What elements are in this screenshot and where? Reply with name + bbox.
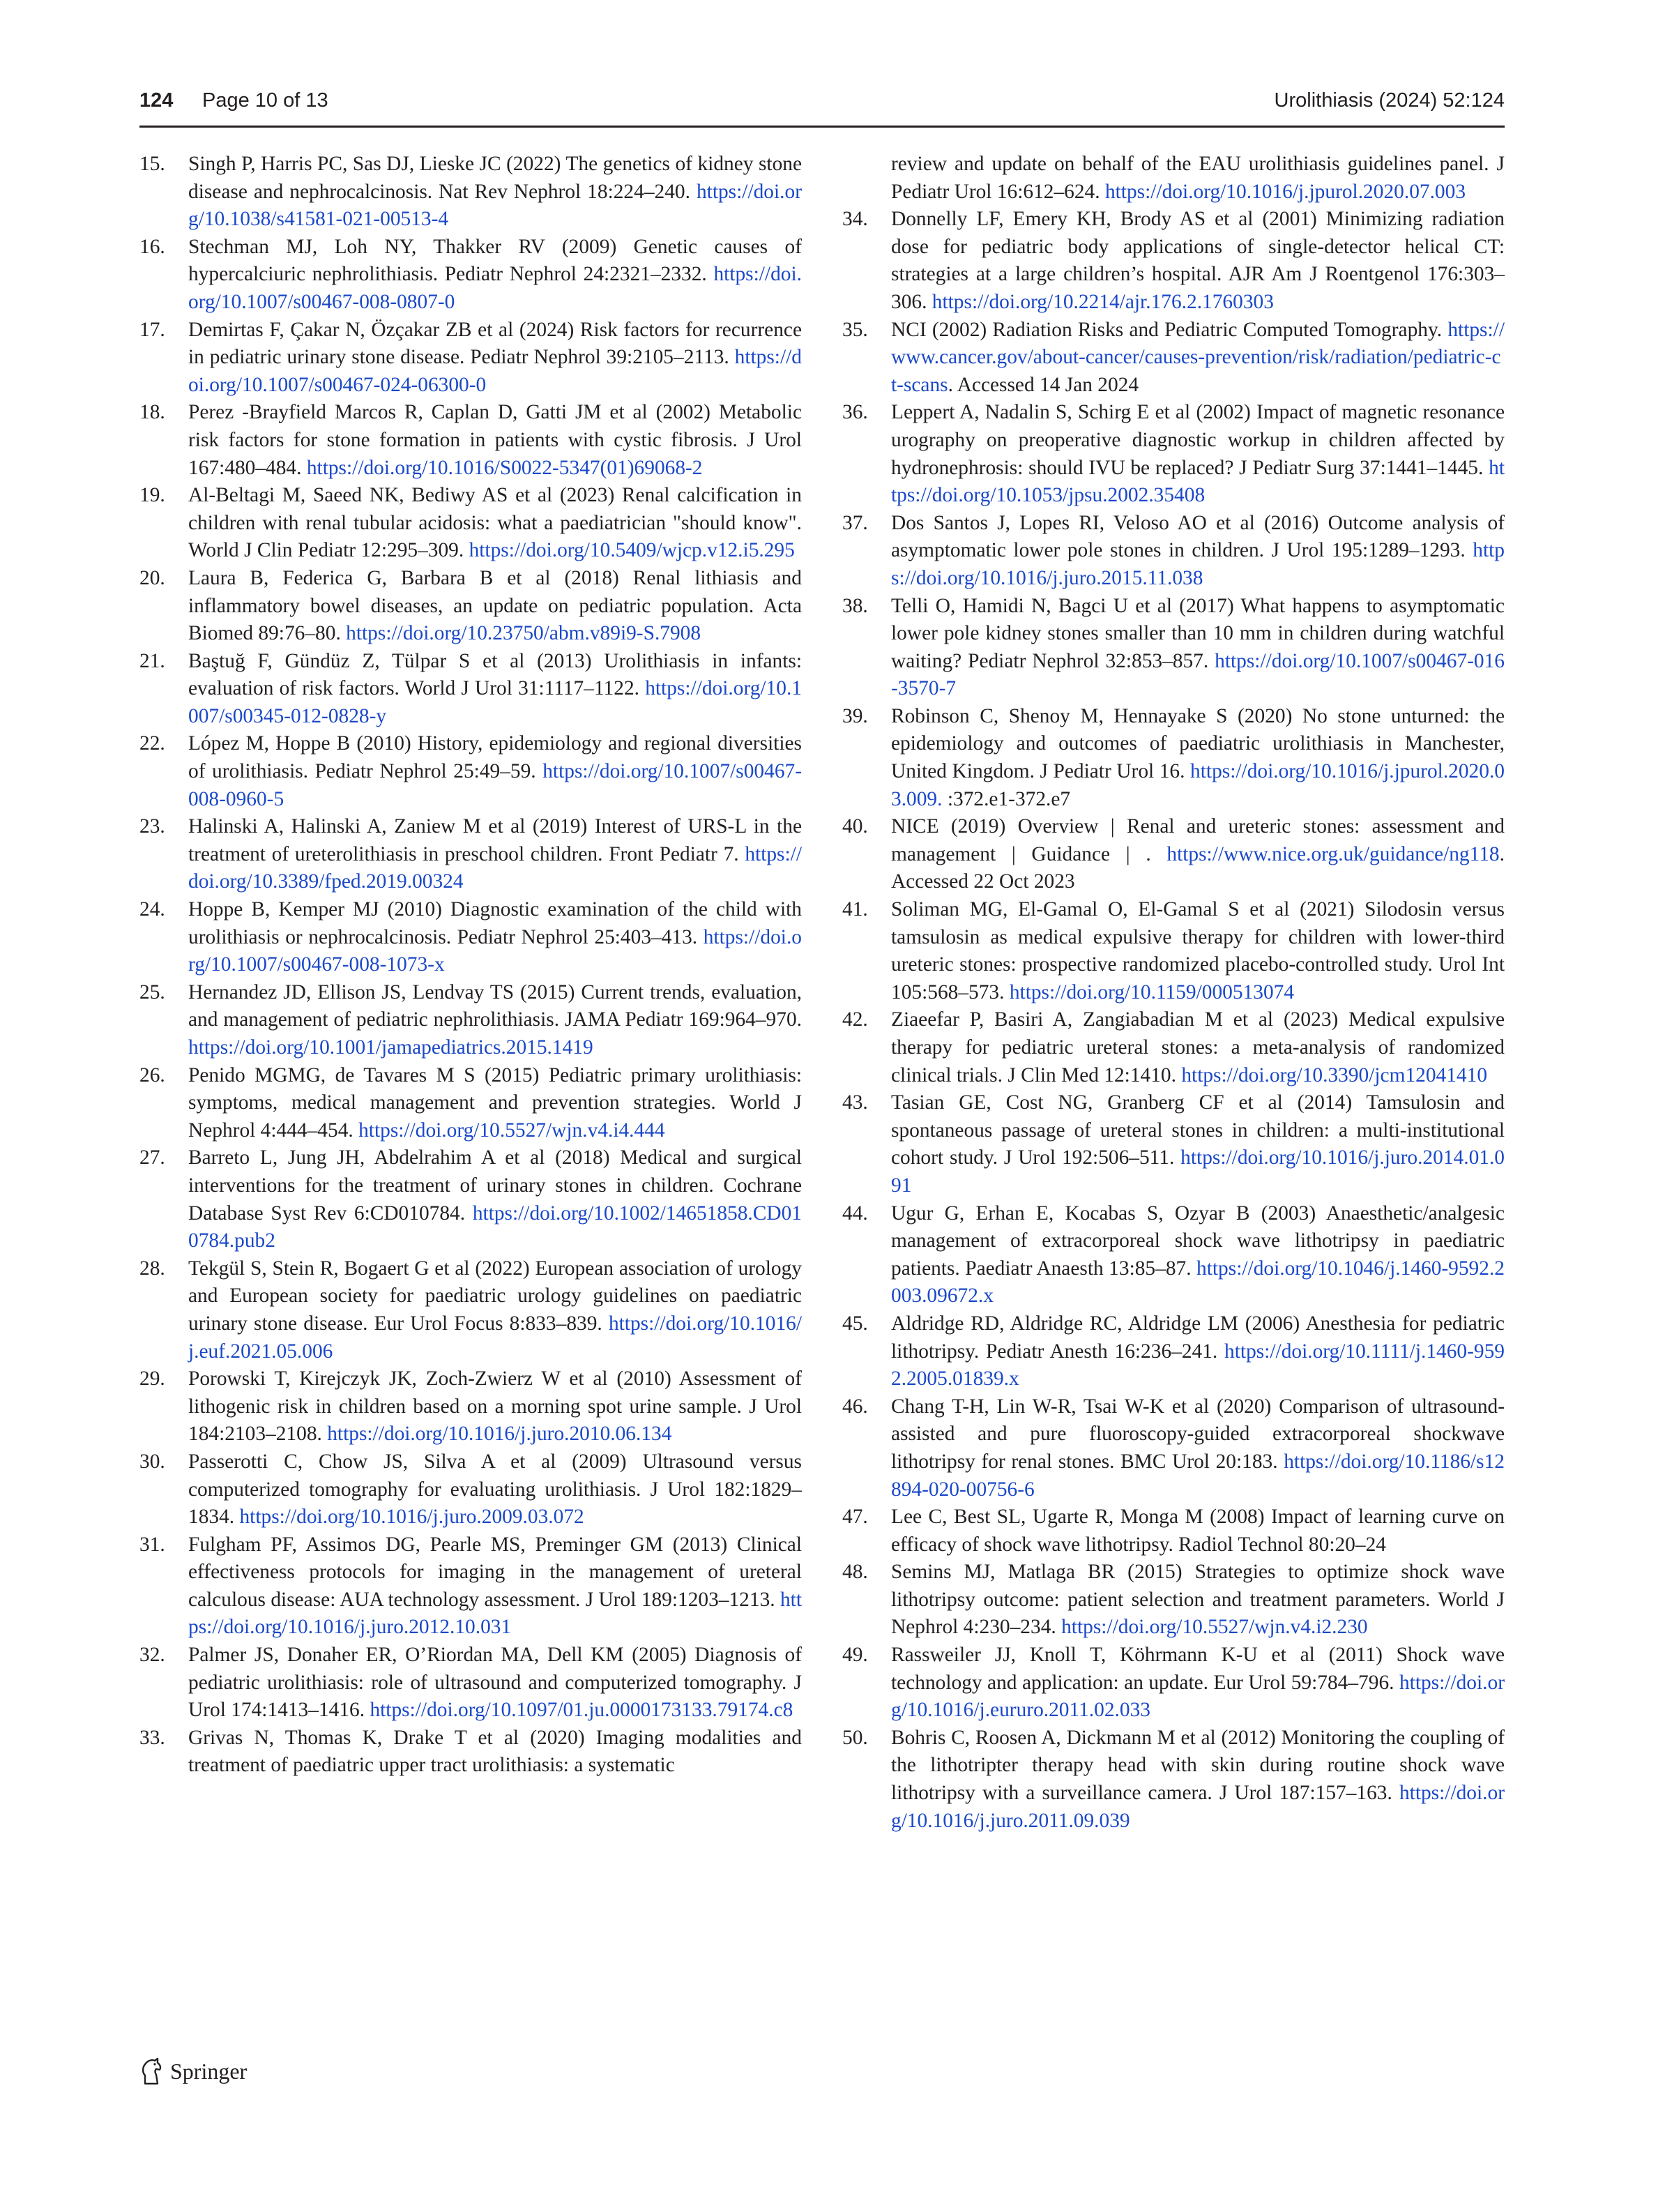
reference-number: 29. [139,1368,165,1391]
reference-number: 18. [139,401,165,424]
reference-item [842,1006,1505,1089]
reference-item [139,1531,802,1642]
reference-number: 37. [842,511,868,534]
reference-text: Leppert A, Nadalin S, Schirg E et al (2002) Impact of magnetic resonance urography on preoperative diagnostic workup in children affected by hydronephrosis: should IVU be replaced? J Pediatr Surg 37:1441–1445. [891,401,1505,479]
reference-number: 33. [139,1726,165,1749]
reference-number: 41. [842,898,868,921]
reference-item [139,1144,802,1255]
reference-item [139,234,802,317]
reference-text: NICE (2019) Overview | Renal and ureteric stones: assessment and management | Guidance | . [891,815,1505,865]
reference-text: Tasian GE, Cost NG, Granberg CF et al (2014) Tamsulosin and spontaneous passage of ureteral stones in children: a multi-institutional cohort study. J Urol 192:506–511. [891,1091,1505,1169]
reference-text: Perez -Brayfield Marcos R, Caplan D, Gatti JM et al (2002) Metabolic risk factors for stone formation in patients with cystic fibrosis. J Urol 167:480–484. [188,401,802,479]
reference-item [139,1365,802,1448]
reference-item [842,1642,1505,1725]
reference-link[interactable]: https://doi.org/10.1016/j.juro.2011.09.039 [891,1782,1505,1832]
reference-link[interactable]: https://doi.org/10.5527/wjn.v4.i4.444 [358,1119,665,1142]
reference-link[interactable]: https://doi.org/10.1016/j.juro.2015.11.038 [891,539,1505,589]
page-of: Page 10 of 13 [202,89,328,112]
reference-text: Bohris C, Roosen A, Dickmann M et al (2012) Monitoring the coupling of the lithotripter therapy head with skin during routine shock wave lithotripsy with a surveillance camera. J Urol 187:157–163. [891,1726,1505,1805]
reference-number: 50. [842,1726,868,1749]
reference-number: 48. [842,1561,868,1584]
reference-link[interactable]: https://doi.org/10.1097/01.ju.0000173133.79174.c8 [370,1699,793,1722]
reference-number: 38. [842,594,868,617]
reference-item [842,510,1505,593]
reference-tail: . Accessed 22 Oct 2023 [891,842,1505,893]
reference-item [842,703,1505,813]
reference-item [842,1393,1505,1503]
reference-item [842,1310,1505,1393]
reference-number: 17. [139,318,165,341]
publisher-name: Springer [170,2058,248,2084]
reference-text: Ziaeefar P, Basiri A, Zangiabadian M et al (2023) Medical expulsive therapy for pediatric ureteral stones: a meta-analysis of randomized clinical trials. J Clin Med 12:1410. [891,1008,1505,1086]
reference-item [842,813,1505,896]
reference-link[interactable]: https://doi.org/10.1016/S0022-5347(01)69068-2 [306,456,703,479]
reference-text: Fulgham PF, Assimos DG, Pearle MS, Preminger GM (2013) Clinical effectiveness protocols for imaging in the management of ureteral calculous disease: AUA technology assessment. J Urol 189:1203–1213. [188,1533,802,1611]
reference-item [842,1503,1505,1559]
reference-number: 24. [139,898,165,921]
reference-link[interactable]: https://doi.org/10.1007/s00467-008-0807-0 [188,263,802,313]
reference-item [139,730,802,813]
reference-number: 32. [139,1644,165,1667]
reference-text: Palmer JS, Donaher ER, O’Riordan MA, Dell KM (2005) Diagnosis of pediatric urolithiasis: role of ultrasound and computerized tomography. J Urol 174:1413–1416. [188,1644,802,1722]
reference-link[interactable]: https://doi.org/10.1007/s00467-024-06300-0 [188,346,802,396]
reference-link[interactable]: https://doi.org/10.1038/s41581-021-00513-4 [188,180,802,231]
reference-number: 46. [842,1395,868,1418]
reference-text: Laura B, Federica G, Barbara B et al (2018) Renal lithiasis and inflammatory bowel diseases, an update on pediatric population. Acta Biomed 89:76–80. [188,566,802,645]
journal-reference: Urolithiasis (2024) 52:124 [1274,89,1505,112]
reference-item [139,1255,802,1365]
reference-text: Penido MGMG, de Tavares M S (2015) Pediatric primary urolithiasis: symptoms, medical management and prevention strategies. World J Nephrol 4:444–454. [188,1063,802,1142]
reference-number: 25. [139,980,165,1003]
reference-number: 39. [842,704,868,727]
reference-link[interactable]: https://doi.org/10.1053/jpsu.2002.35408 [891,456,1505,507]
reference-link[interactable]: https://doi.org/10.3390/jcm12041410 [1181,1063,1488,1086]
reference-text: López M, Hoppe B (2010) History, epidemiology and regional diversities of urolithiasis. Pediatr Nephrol 25:49–59. [188,732,802,783]
reference-link[interactable]: https://doi.org/10.2214/ajr.176.2.1760303 [932,290,1274,313]
reference-link[interactable]: https://doi.org/10.1016/j.euf.2021.05.006 [188,1312,802,1363]
reference-link[interactable]: https://doi.org/10.1001/jamapediatrics.2015.1419 [188,1036,593,1059]
reference-number: 22. [139,732,165,755]
reference-link[interactable]: https://doi.org/10.1007/s00345-012-0828-y [188,677,802,727]
reference-number: 19. [139,484,165,507]
reference-item [139,399,802,482]
reference-number: 15. [139,153,165,175]
reference-text: Telli O, Hamidi N, Bagci U et al (2017) What happens to asymptomatic lower pole kidney stones smaller than 10 mm in children during watchful waiting? Pediatr Nephrol 32:853–857. [891,594,1505,672]
reference-number: 23. [139,815,165,838]
reference-link[interactable]: https://doi.org/10.1016/j.jpurol.2020.07.003 [1104,180,1466,203]
reference-text: Hoppe B, Kemper MJ (2010) Diagnostic examination of the child with urolithiasis or nephrocalcinosis. Pediatr Nephrol 25:403–413. [188,898,802,948]
reference-item [842,593,1505,703]
reference-item [139,482,802,565]
reference-number: 27. [139,1146,165,1169]
reference-text: Barreto L, Jung JH, Abdelrahim A et al (2018) Medical and surgical interventions for the treatment of urinary stones in children. Cochrane Database Syst Rev 6:CD010784. [188,1146,802,1225]
reference-item [139,896,802,979]
reference-item [842,399,1505,509]
reference-item [139,565,802,648]
reference-text: Hernandez JD, Ellison JS, Lendvay TS (2015) Current trends, evaluation, and management of pediatric nephrolithiasis. JAMA Pediatr 169:964–970. [188,980,802,1031]
reference-item [139,317,802,400]
reference-item [139,1062,802,1145]
reference-number: 36. [842,401,868,424]
reference-text: Aldridge RD, Aldridge RC, Aldridge LM (2006) Anesthesia for pediatric lithotripsy. Pediatr Anesth 16:236–241. [891,1312,1505,1363]
reference-text: Porowski T, Kirejczyk JK, Zoch-Zwierz W et al (2010) Assessment of lithogenic risk in children based on a morning spot urine sample. J Urol 184:2103–2108. [188,1368,802,1446]
page-header [139,89,1505,131]
reference-item [139,1725,802,1780]
reference-text: Soliman MG, El-Gamal O, El-Gamal S et al (2021) Silodosin versus tamsulosin as medical expulsive therapy for children with lower-third ureteric stones: prospective randomized placebo-controlled study. Urol Int 105:568–573. [891,898,1505,1003]
reference-link[interactable]: https://doi.org/10.1016/j.juro.2010.06.134 [327,1423,672,1446]
reference-text: Grivas N, Thomas K, Drake T et al (2020) Imaging modalities and treatment of paediatric upper tract urolithiasis: a systematic [188,1726,802,1777]
reference-number: 40. [842,815,868,838]
reference-item [139,1448,802,1531]
page-footer [139,2054,247,2089]
reference-text: Dos Santos J, Lopes RI, Veloso AO et al (2016) Outcome analysis of asymptomatic lower pole stones in children. J Urol 195:1289–1293. [891,511,1505,562]
reference-number: 16. [139,235,165,258]
reference-text: Demirtas F, Çakar N, Özçakar ZB et al (2024) Risk factors for recurrence in pediatric urinary stone disease. Pediatr Nephrol 39:2105–2113. [188,318,802,369]
page-number: 124 [139,89,174,112]
reference-link[interactable]: https://doi.org/10.1159/000513074 [1009,980,1295,1003]
reference-link[interactable]: https://doi.org/10.1007/s00467-016-3570-7 [891,649,1505,700]
reference-item [842,1200,1505,1310]
reference-link[interactable]: https://doi.org/10.1016/j.juro.2014.01.091 [891,1146,1505,1197]
reference-item [139,979,802,1062]
reference-link[interactable]: https://doi.org/10.1111/j.1460-9592.2005.01839.x [891,1340,1505,1391]
reference-number: 34. [842,208,868,231]
reference-item [842,317,1505,400]
reference-text: Baştuğ F, Gündüz Z, Tülpar S et al (2013) Urolithiasis in infants: evaluation of risk factors. World J Urol 31:1117–1122. [188,649,802,700]
reference-text: Stechman MJ, Loh NY, Thakker RV (2009) Genetic causes of hypercalciuric nephrolithiasis. Pediatr Nephrol 24:2321–2332. [188,235,802,286]
reference-link[interactable]: https://doi.org/10.1016/j.juro.2009.03.072 [239,1506,584,1529]
reference-number: 21. [139,649,165,672]
reference-text: Robinson C, Shenoy M, Hennayake S (2020) No stone unturned: the epidemiology and outcomes of paediatric urolithiasis in Manchester, United Kingdom. J Pediatr Urol 16. [891,704,1505,783]
header-rule [139,126,1505,128]
reference-link[interactable]: https://doi.org/10.1016/j.jpurol.2020.03.009. [891,760,1505,810]
reference-link[interactable]: https://doi.org/10.1016/j.juro.2012.10.031 [188,1588,802,1639]
reference-link[interactable]: https://doi.org/10.5409/wjcp.v12.i5.295 [469,539,795,562]
references-left-column [139,151,802,2006]
reference-item [139,1642,802,1725]
reference-link[interactable]: https://doi.org/10.1186/s12894-020-00756-6 [891,1450,1505,1501]
reference-text: Tekgül S, Stein R, Bogaert G et al (2022) European association of urology and European society for paediatric urology guidelines on paediatric urinary stone disease. Eur Urol Focus 8:833–839. [188,1257,802,1335]
reference-number: 35. [842,318,868,341]
reference-link[interactable]: https://www.cancer.gov/about-cancer/causes-prevention/risk/radiation/pediatric-ct-scans [891,318,1505,396]
reference-number: 43. [842,1091,868,1114]
reference-item [842,1725,1505,1835]
reference-link[interactable]: https://doi.org/10.1002/14651858.CD010784.pub2 [188,1202,802,1252]
springer-horse-icon [139,2057,163,2085]
reference-link[interactable]: https://doi.org/10.1007/s00467-008-1073-x [188,925,802,976]
reference-link[interactable]: https://doi.org/10.23750/abm.v89i9-S.7908 [346,622,701,645]
reference-number: 42. [842,1008,868,1031]
reference-text: Halinski A, Halinski A, Zaniew M et al (2019) Interest of URS-L in the treatment of ureterolithiasis in preschool children. Front Pediatr 7. [188,815,802,865]
reference-text: Rassweiler JJ, Knoll T, Köhrmann K-U et al (2011) Shock wave technology and application: an update. Eur Urol 59:784–796. [891,1644,1505,1694]
reference-item [842,1089,1505,1199]
reference-item [139,648,802,731]
reference-number: 49. [842,1644,868,1667]
reference-text: Singh P, Harris PC, Sas DJ, Lieske JC (2022) The genetics of kidney stone disease and nephrocalcinosis. Nat Rev Nephrol 18:224–240. [188,153,802,203]
reference-link[interactable]: https://doi.org/10.1016/j.eururo.2011.02.033 [891,1671,1505,1722]
reference-number: 30. [139,1450,165,1473]
reference-number: 44. [842,1202,868,1225]
reference-link[interactable]: https://doi.org/10.1007/s00467-008-0960-5 [188,760,802,810]
reference-link[interactable]: https://doi.org/10.5527/wjn.v4.i2.230 [1061,1616,1368,1639]
reference-number: 26. [139,1063,165,1086]
references-right-column [842,151,1505,2006]
reference-link[interactable]: https://doi.org/10.1046/j.1460-9592.2003.09672.x [891,1257,1505,1308]
reference-number: 20. [139,566,165,589]
reference-item [842,896,1505,1006]
reference-text: Semins MJ, Matlaga BR (2015) Strategies to optimize shock wave lithotripsy outcome: patient selection and treatment parameters. World J Nephrol 4:230–234. [891,1561,1505,1639]
reference-text: Donnelly LF, Emery KH, Brody AS et al (2001) Minimizing radiation dose for pediatric body applications of single-detector helical CT: strategies at a large children’s hospital. AJR Am J Roentgenol 176:303–306. [891,208,1505,313]
reference-tail: :372.e1-372.e7 [942,787,1071,810]
reference-item [842,206,1505,316]
reference-number: 47. [842,1506,868,1529]
reference-link[interactable]: https://www.nice.org.uk/guidance/ng118 [1166,842,1500,865]
reference-text: Lee C, Best SL, Ugarte R, Monga M (2008) Impact of learning curve on efficacy of shock wave lithotripsy. Radiol Technol 80:20–24 [891,1506,1505,1556]
reference-tail: . Accessed 14 Jan 2024 [948,373,1139,396]
reference-item [139,151,802,234]
reference-number: 31. [139,1533,165,1556]
reference-number: 28. [139,1257,165,1280]
reference-continuation [842,151,1505,206]
reference-text: NCI (2002) Radiation Risks and Pediatric Computed Tomography. [891,318,1448,341]
reference-text: Al-Beltagi M, Saeed NK, Bediwy AS et al (2023) Renal calcification in children with renal tubular acidosis: what a paediatrician "should know". World J Clin Pediatr 12:295–309. [188,484,802,562]
reference-number: 45. [842,1312,868,1335]
reference-item [139,813,802,896]
reference-text: Chang T-H, Lin W-R, Tsai W-K et al (2020) Comparison of ultrasound-assisted and pure fluoroscopy-guided extracorporeal shockwave lithotripsy for renal stones. BMC Urol 20:183. [891,1395,1505,1473]
reference-text: review and update on behalf of the EAU urolithiasis guidelines panel. J Pediatr Urol 16:612–624. [891,153,1505,203]
reference-item [842,1559,1505,1642]
reference-text: Ugur G, Erhan E, Kocabas S, Ozyar B (2003) Anaesthetic/analgesic management of extracorporeal shock wave lithotripsy in paediatric patients. Paediatr Anaesth 13:85–87. [891,1202,1505,1280]
reference-text: Passerotti C, Chow JS, Silva A et al (2009) Ultrasound versus computerized tomography for evaluating urolithiasis. J Urol 182:1829–1834. [188,1450,802,1529]
reference-link[interactable]: https://doi.org/10.3389/fped.2019.00324 [188,842,802,893]
